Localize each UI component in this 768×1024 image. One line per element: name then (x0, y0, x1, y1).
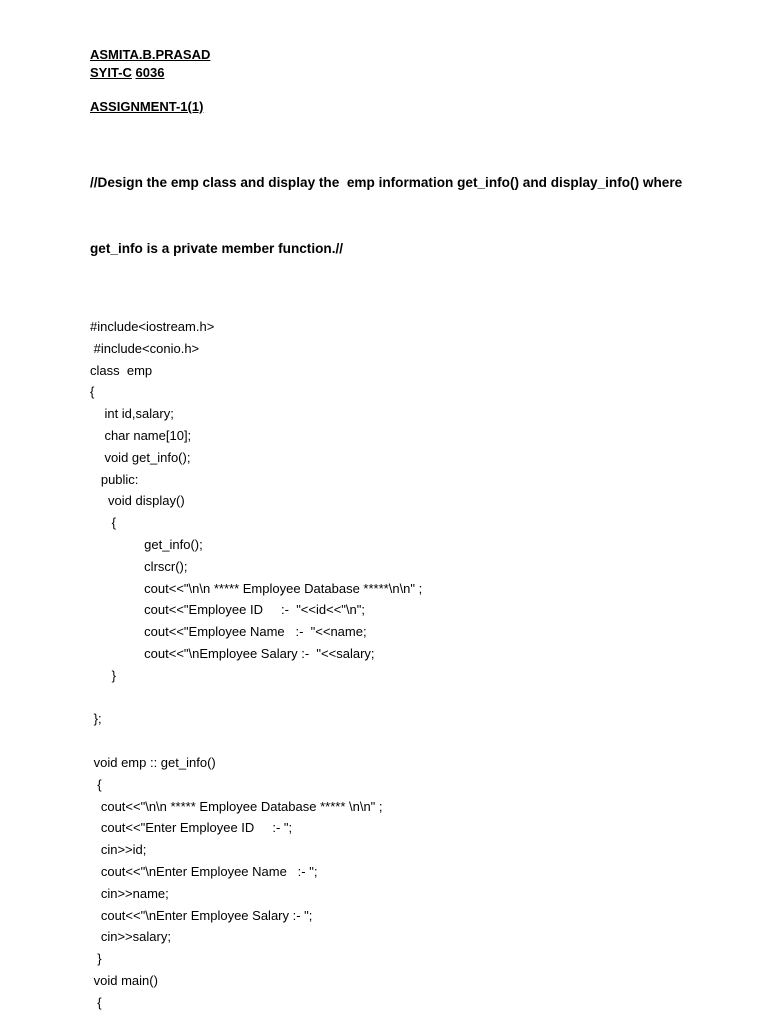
description-line: //Design the emp class and display the emp information get_info() and display_info() where (90, 175, 683, 190)
code-line: cout<<"\nEnter Employee Salary :- "; (90, 907, 313, 923)
assignment-description (90, 128, 730, 304)
code-line (90, 730, 730, 752)
code-line: cout<<"\n\n ***** Employee Database ***** \n\n" ; (90, 798, 383, 814)
assignment-title: ASSIGNMENT-1(1) (90, 99, 204, 114)
roll-number: 6036 (135, 65, 165, 80)
code-line: #include<iostream.h> (90, 319, 215, 334)
code-line: cout<<"\nEnter Employee Name :- "; (90, 863, 318, 879)
code-line: cin>>salary; (90, 929, 171, 945)
code-line: void emp :: get_info() (90, 754, 216, 770)
code-line: { (90, 384, 95, 400)
code-line: get_info(); (90, 536, 203, 552)
code-line: cout<<"Enter Employee ID :- "; (90, 820, 293, 836)
code-line: } (90, 667, 117, 683)
code-line: cout<<"Employee Name :- "<<name; (90, 624, 367, 640)
code-line: } (90, 951, 102, 967)
code-line: cout<<"\n\n ***** Employee Database *****\n\n" ; (90, 580, 423, 596)
code-line: }; (90, 711, 102, 727)
code-line: void get_info(); (90, 449, 191, 465)
description-line: get_info is a private member function.// (90, 241, 344, 256)
code-line: clrscr(); (90, 558, 188, 574)
code-line: { (90, 994, 102, 1010)
code-line (90, 687, 730, 709)
author-name: ASMITA.B.PRASAD (90, 47, 211, 62)
code-line: { (90, 776, 102, 792)
document-page (90, 46, 730, 1014)
code-line: { (90, 515, 117, 531)
code-line: cout<<"\nEmployee Salary :- "<<salary; (90, 645, 375, 661)
code-line: cin>>id; (90, 842, 147, 858)
code-line: class emp (90, 362, 153, 378)
code-line: int id,salary; (90, 406, 174, 422)
code-line: void display() (90, 493, 185, 509)
code-line: cin>>name; (90, 885, 169, 901)
code-block (90, 316, 730, 1014)
code-line: public: (90, 471, 139, 487)
class-prefix: SYIT-C (90, 65, 132, 80)
class-roll (90, 64, 730, 82)
code-line: char name[10]; (90, 427, 192, 443)
code-line: cout<<"Employee ID :- "<<id<<"\n"; (90, 602, 365, 618)
code-line: #include<conio.h> (90, 340, 200, 356)
code-line: void main() (90, 972, 158, 988)
